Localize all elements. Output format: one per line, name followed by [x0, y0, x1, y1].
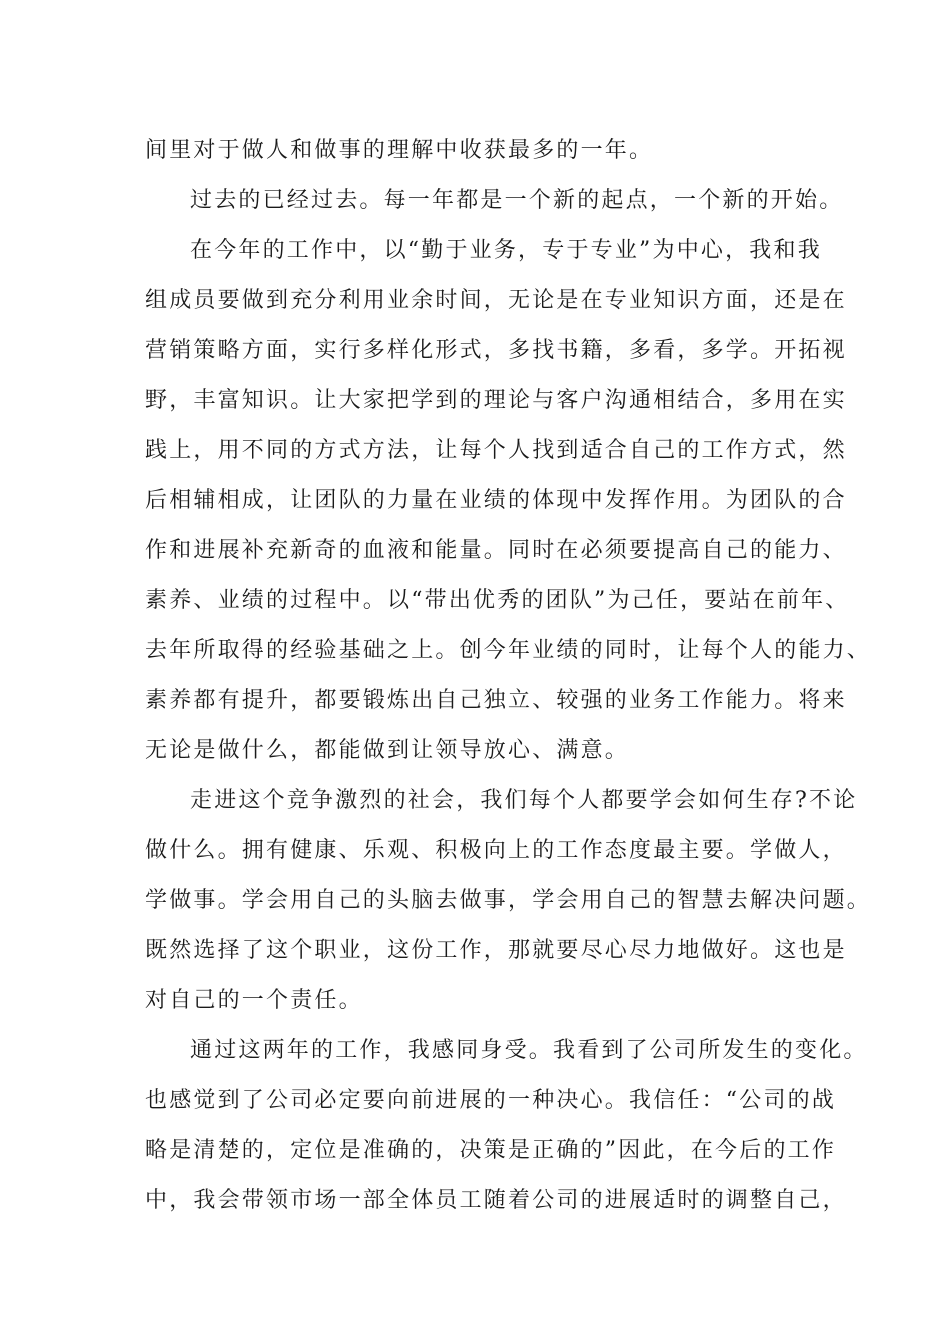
text-line: 野，丰富知识。让大家把学到的理论与客户沟通相结合，多用在实	[145, 388, 847, 413]
text-line: 做什么。拥有健康、乐观、积极向上的工作态度最主要。学做人，	[145, 838, 847, 863]
text-line: 后相辅相成，让团队的力量在业绩的体现中发挥作用。为团队的合	[145, 488, 847, 513]
text-line: 营销策略方面，实行多样化形式，多找书籍，多看，多学。开拓视	[145, 338, 847, 363]
text-line: 略是清楚的，定位是准确的，决策是正确的”因此，在今后的工作	[145, 1138, 837, 1163]
text-line: 间里对于做人和做事的理解中收获最多的一年。	[145, 138, 654, 163]
text-line: 也感觉到了公司必定要向前进展的一种决心。我信任：“公司的战	[145, 1088, 837, 1113]
text-line: 对自己的一个责任。	[145, 988, 363, 1013]
text-line: 素养、业绩的过程中。以“带出优秀的团队”为己任，要站在前年、	[145, 588, 850, 613]
text-line: 过去的已经过去。每一年都是一个新的起点，一个新的开始。	[190, 188, 844, 213]
text-line: 践上，用不同的方式方法，让每个人找到适合自己的工作方式，然	[145, 438, 847, 463]
text-line: 在今年的工作中，以“勤于业务，专于专业”为中心，我和我	[190, 238, 822, 263]
text-line: 通过这两年的工作，我感同身受。我看到了公司所发生的变化。	[190, 1038, 868, 1063]
text-line: 无论是做什么，都能做到让领导放心、满意。	[145, 738, 630, 763]
text-line: 去年所取得的经验基础之上。创今年业绩的同时，让每个人的能力、	[145, 638, 872, 663]
text-line: 既然选择了这个职业，这份工作，那就要尽心尽力地做好。这也是	[145, 938, 847, 963]
text-line: 学做事。学会用自己的头脑去做事，学会用自己的智慧去解决问题。	[145, 888, 872, 913]
text-line: 走进这个竞争激烈的社会，我们每个人都要学会如何生存?不论	[190, 788, 858, 813]
text-line: 中，我会带领市场一部全体员工随着公司的进展适时的调整自己，	[145, 1188, 847, 1213]
text-line: 组成员要做到充分利用业余时间，无论是在专业知识方面，还是在	[145, 288, 847, 313]
text-line: 素养都有提升，都要锻炼出自己独立、较强的业务工作能力。将来	[145, 688, 847, 713]
text-line: 作和进展补充新奇的血液和能量。同时在必须要提高自己的能力、	[145, 538, 847, 563]
